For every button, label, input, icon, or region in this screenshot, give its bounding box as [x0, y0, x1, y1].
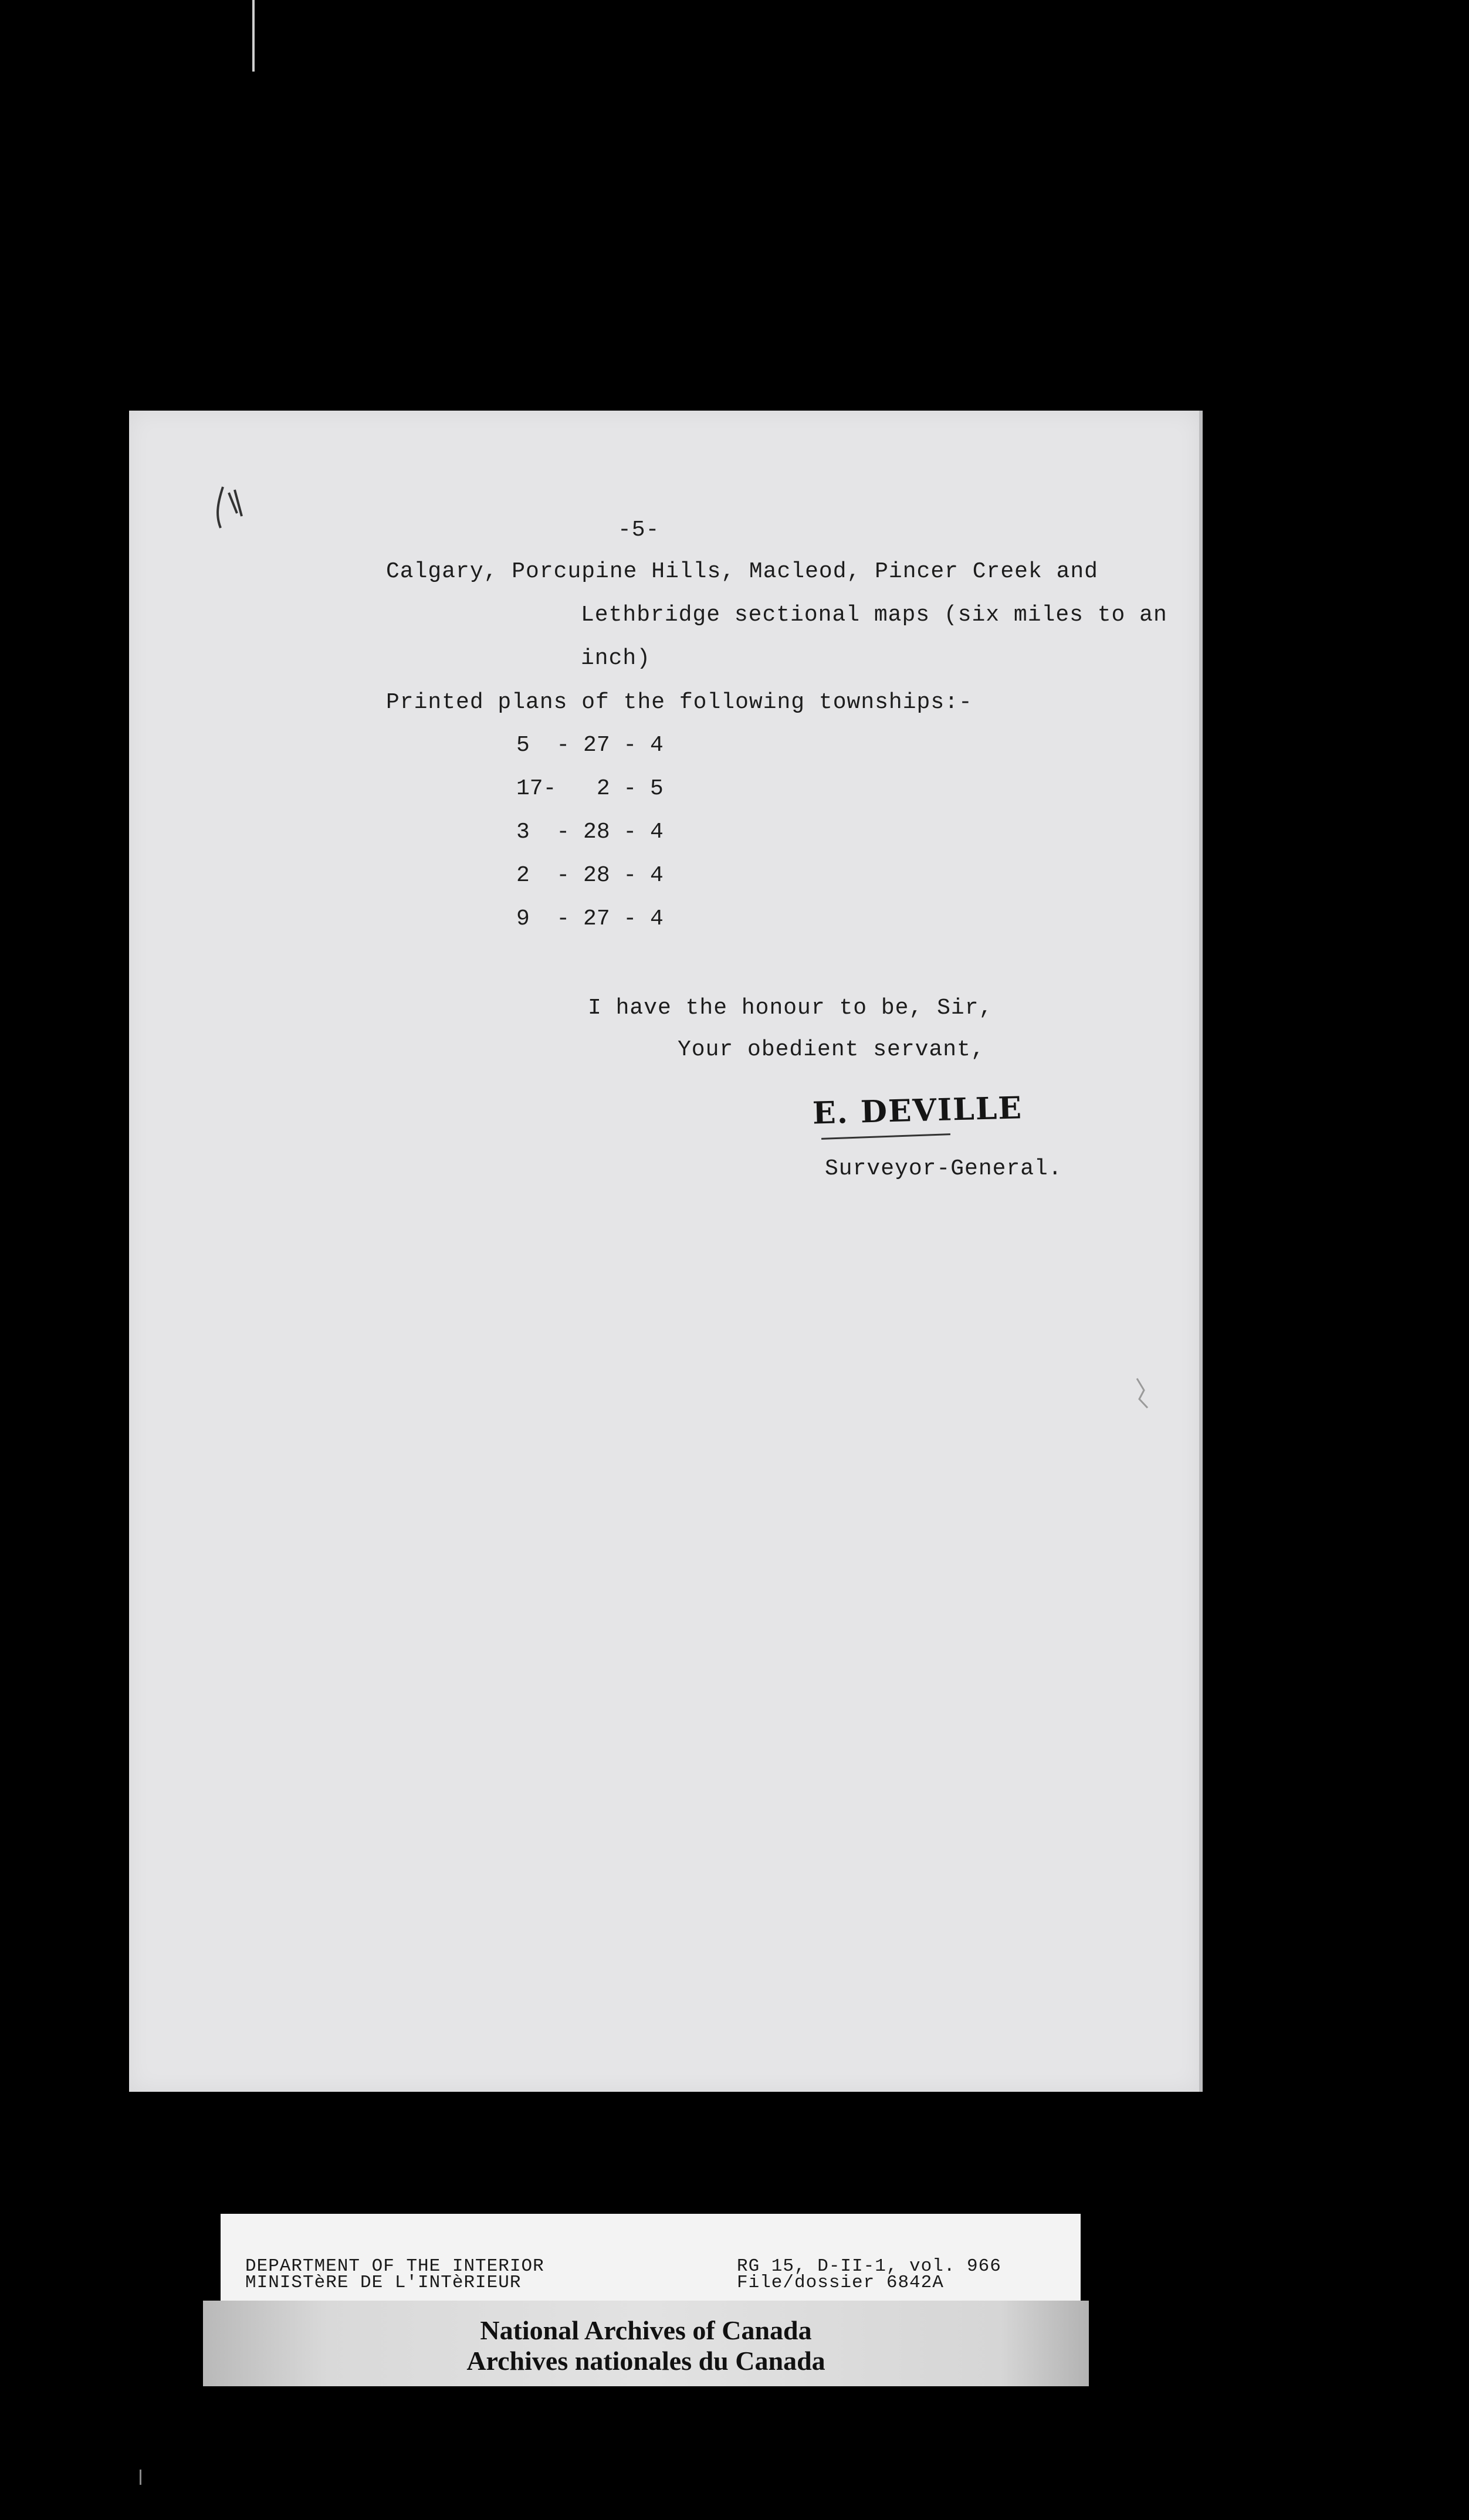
archives-name-en: National Archives of Canada	[480, 2315, 812, 2345]
closing-line: Your obedient servant,	[678, 1037, 985, 1062]
document-page	[129, 411, 1199, 2092]
page-edge	[1199, 411, 1203, 2092]
township-row: 17- 2 - 5	[516, 776, 664, 801]
margin-pencil-mark	[211, 481, 252, 534]
stamp-underline	[821, 1133, 950, 1140]
department-name-en: DEPARTMENT OF THE INTERIOR	[245, 2256, 544, 2277]
signature-stamp: E. DEVILLE	[812, 1090, 1023, 1132]
archives-name-fr: Archives nationales du Canada	[466, 2346, 825, 2376]
text-line: Lethbridge sectional maps (six miles to an	[581, 602, 1167, 628]
file-number: File/dossier 6842A	[737, 2272, 944, 2293]
paper-smudge	[1132, 1373, 1156, 1414]
archive-reference: RG 15, D-II-1, vol. 966	[737, 2256, 1001, 2277]
plans-heading: Printed plans of the following townships:-	[386, 690, 973, 715]
text-line: inch)	[581, 646, 651, 671]
text-line: Calgary, Porcupine Hills, Macleod, Pincer Creek and	[386, 559, 1098, 584]
department-label	[221, 2214, 1081, 2301]
signatory-title: Surveyor-General.	[825, 1156, 1062, 1181]
department-name-fr: MINISTèRE DE L'INTèRIEUR	[245, 2272, 522, 2293]
scan-edge-mark	[140, 2470, 141, 2485]
township-row: 5 - 27 - 4	[516, 733, 664, 758]
page-number: -5-	[618, 517, 660, 543]
archives-label	[203, 2301, 1089, 2386]
township-row: 9 - 27 - 4	[516, 906, 664, 932]
closing-line: I have the honour to be, Sir,	[588, 995, 993, 1021]
township-row: 3 - 28 - 4	[516, 819, 664, 845]
scan-edge-mark	[252, 0, 255, 72]
township-row: 2 - 28 - 4	[516, 863, 664, 888]
